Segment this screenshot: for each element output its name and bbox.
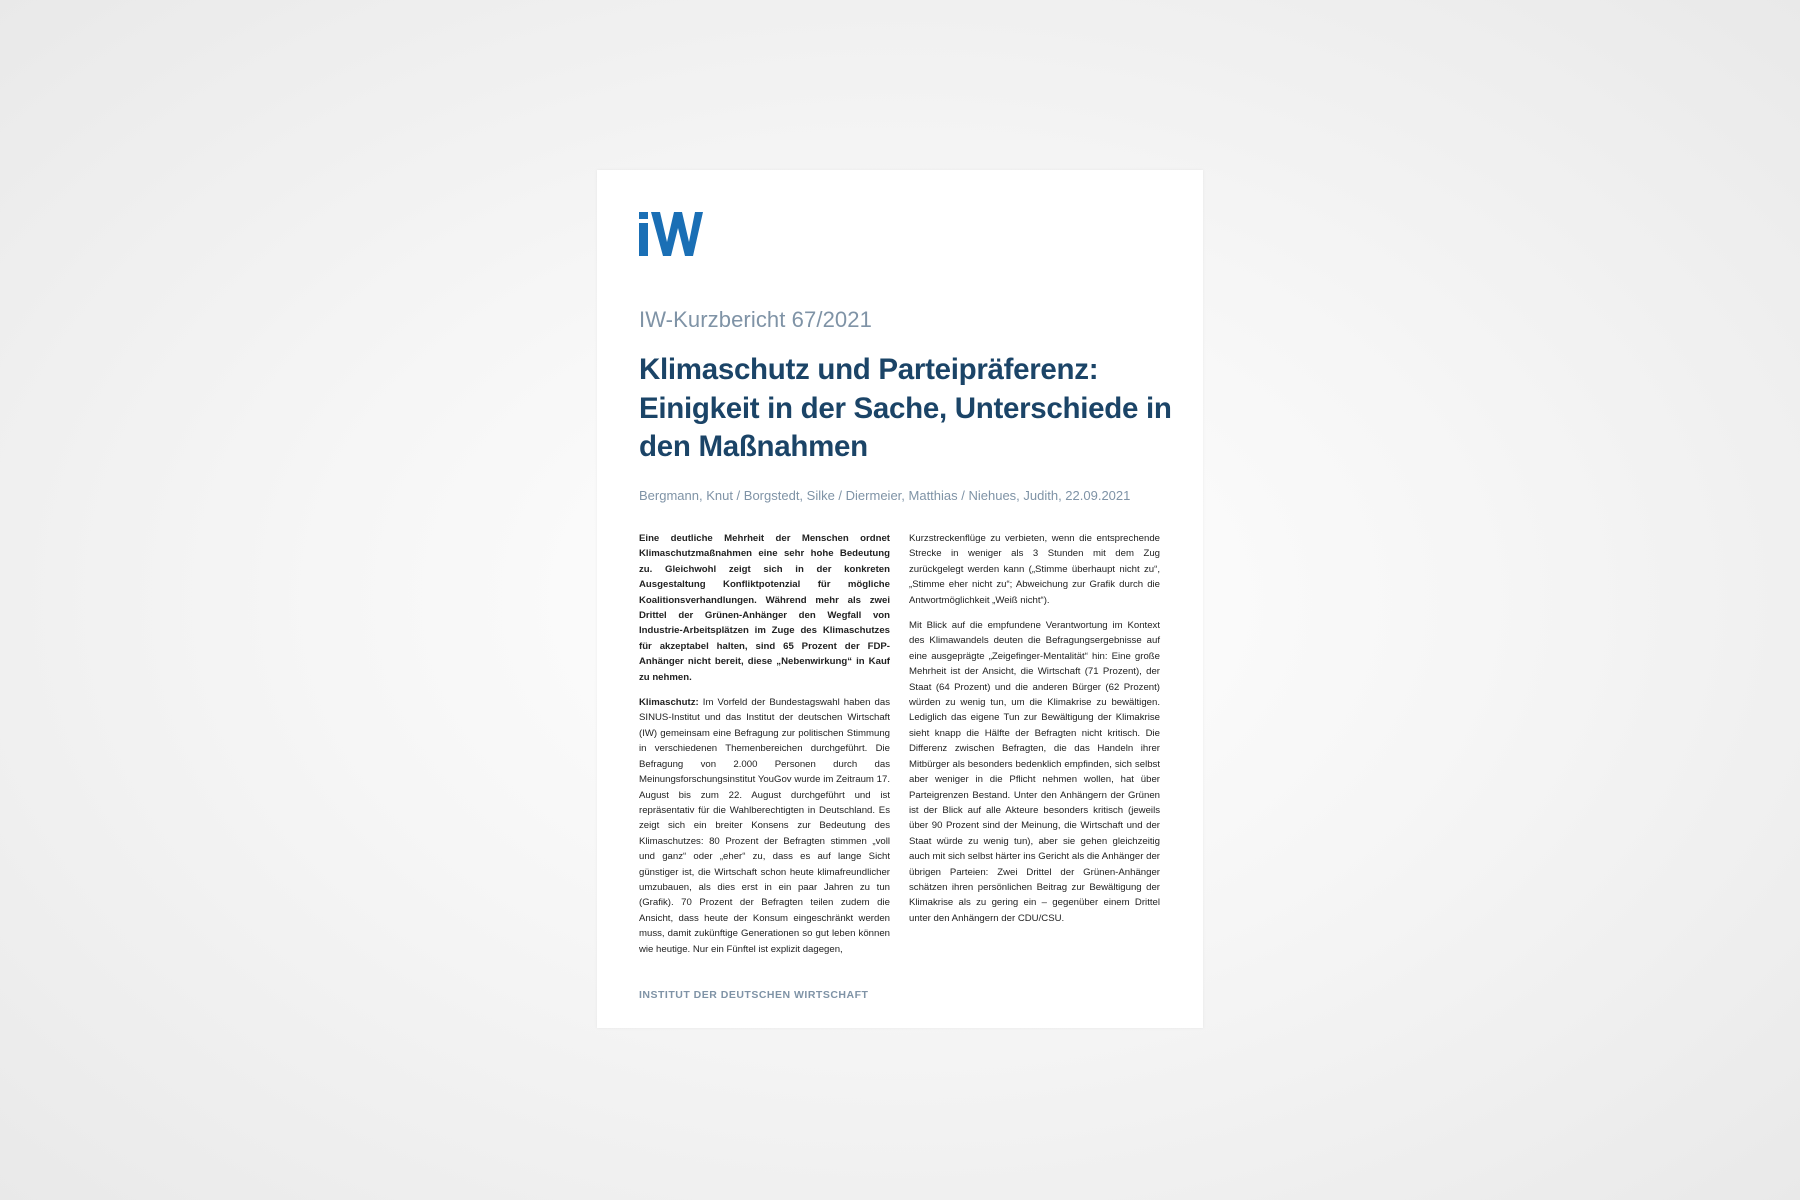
report-series-label: IW-Kurzbericht 67/2021 [639,307,872,332]
authors-line: Bergmann, Knut / Borgstedt, Silke / Diermeier, Matthias / Niehues, Judith, 22.09.2021 [639,488,1131,503]
paragraph-text: Im Vorfeld der Bundestagswahl haben das SINUS-Institut und das Institut der deutschen Wirtschaft (IW) gemeinsam eine Befragung zur politischen Stimmung in verschiedenen Themenbereichen durchgeführt. Die Befragung von 2.000 Personen durch das Meinungsforschungsinstitut YouGov wurde im Zeitraum 17. August bis zum 22. August durchgeführt und ist repräsentativ für die Wahlberechtigten in Deutschland. Es zeigt sich ein breiter Konsens zur Bedeutung des Klimaschutzes: 80 Prozent der Befragten stimmen „voll und ganz“ oder „eher“ zu, dass es auf lange Sicht günstiger ist, die Wirtschaft schon heute klimafreundlicher umzubauen, als dies erst in ein paar Jahren zu tun (Grafik). 70 Prozent der Befragten teilen zudem die Ansicht, dass heute der Konsum eingeschränkt werden muss, damit zukünftige Generationen so gut leben können wie heutige. Nur ein Fünftel ist explizit dagegen, [639,697,890,955]
text-column-left [639,531,890,967]
abstract-paragraph: Eine deutliche Mehrheit der Menschen ordnet Klimaschutzmaßnahmen eine sehr hohe Bedeutung zu. Gleichwohl zeigt sich in der konkreten Ausgestaltung Konfliktpotenzial für mögliche Koalitionsverhandlungen. Während mehr als zwei Drittel der Grünen-Anhänger den Wegfall von Industrie-Arbeitsplätzen im Zuge des Klimaschutzes für akzeptabel halten, sind 65 Prozent der FDP-Anhänger nicht bereit, diese „Nebenwirkung“ in Kauf zu nehmen. [639,533,890,683]
paragraph-lead-in: Klimaschutz: [639,697,699,709]
publisher-footer: INSTITUT DER DEUTSCHEN WIRTSCHAFT [639,989,869,1001]
iw-logo [639,212,703,256]
body-paragraph [639,695,890,957]
document-page [597,170,1203,1028]
text-column-right [909,531,1160,936]
page-title: Klimaschutz und Parteipräferenz: Einigkeit in der Sache, Unterschiede in den Maßnahmen [639,353,1172,463]
body-paragraph: Mit Blick auf die empfundene Verantwortung im Kontext des Klimawandels deuten die Befragungsergebnisse auf eine ausgeprägte „Zeigefinger-Mentalität“ hin: Eine große Mehrheit ist der Ansicht, die Wirtschaft (71 Prozent), der Staat (64 Prozent) und die anderen Bürger (62 Prozent) würden zu wenig tun, um die Klimakrise zu bewältigen. Lediglich das eigene Tun zur Bewältigung der Klimakrise sieht knapp die Hälfte der Befragten nicht kritisch. Die Differenz zwischen Befragten, die das Handeln ihrer Mitbürger als besonders bedenklich empfinden, sich selbst aber weniger in die Pflicht nehmen wollen, hat über Parteigrenzen Bestand. Unter den Anhängern der Grünen ist der Blick auf alle Akteure besonders kritisch (jeweils über 90 Prozent sind der Meinung, die Wirtschaft und der Staat würde zu wenig tun), aber sie gehen gleichzeitig auch mit sich selbst härter ins Gericht als die Anhänger der übrigen Parteien: Zwei Drittel der Grünen-Anhänger schätzen ihren persönlichen Beitrag zur Bewältigung der Klimakrise als zu gering ein – gegenüber einem Drittel unter den Anhängern der CDU/CSU. [909,620,1160,924]
body-paragraph: Kurzstreckenflüge zu verbieten, wenn die entsprechende Strecke in weniger als 3 Stunden mit dem Zug zurückgelegt werden kann („Stimme überhaupt nicht zu“, „Stimme eher nicht zu“; Abweichung zur Grafik durch die Antwortmöglichkeit „Weiß nicht“). [909,533,1160,606]
